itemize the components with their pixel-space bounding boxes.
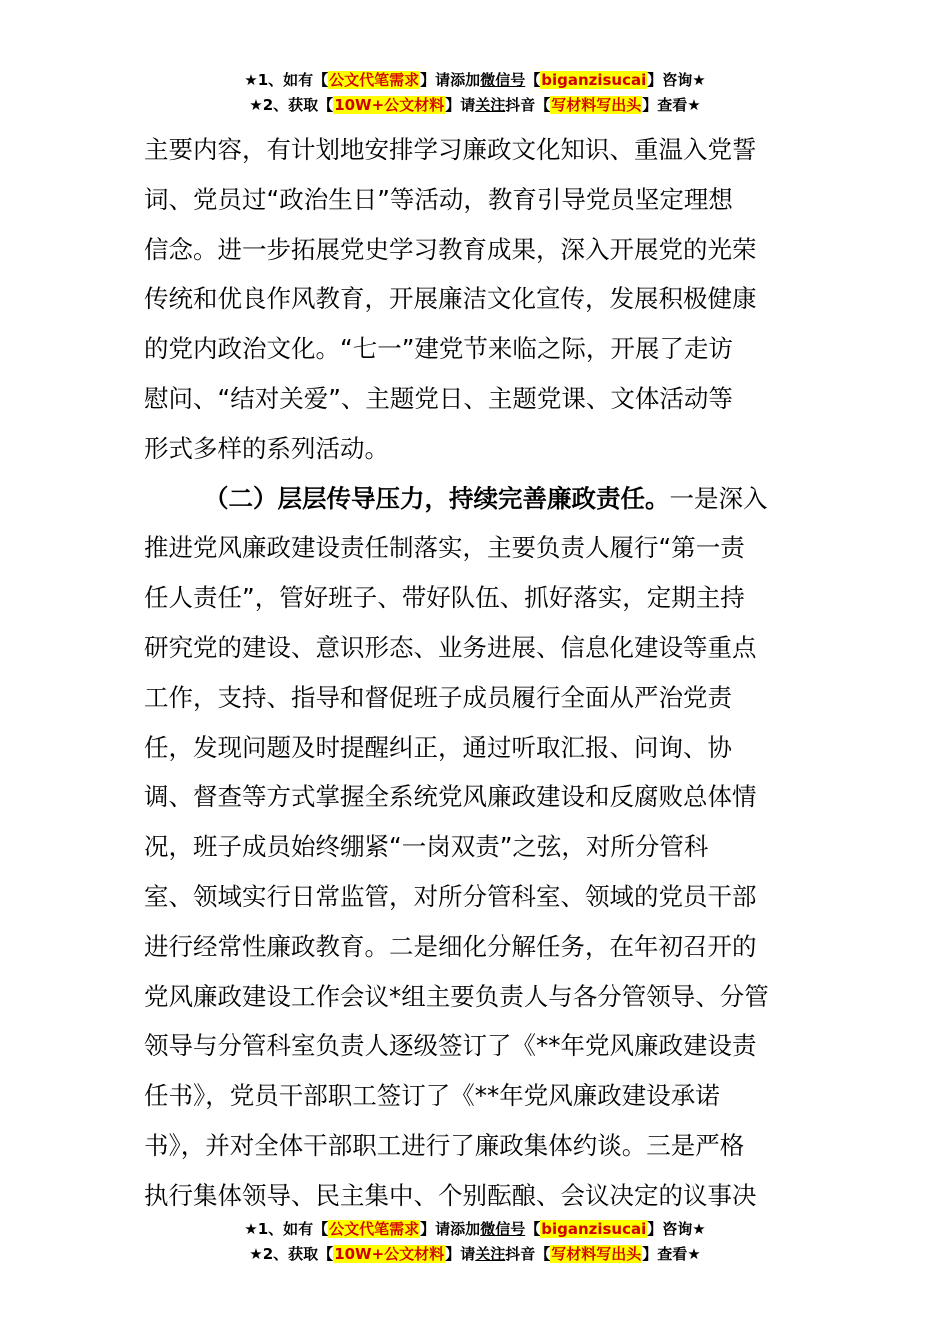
body-line: 研究党的建设、意识形态、业务进展、信息化建设等重点 [144, 632, 757, 662]
section-heading-line [144, 474, 810, 524]
body-line: 传统和优良作风教育，开展廉洁文化宣传，发展积极健康 [144, 284, 757, 314]
banner-text: 】查看★ [642, 1245, 701, 1263]
body-line: 推进党风廉政建设责任制落实，主要负责人履行“第一责 [144, 533, 745, 563]
banner-text: ★2、获取【 [249, 1245, 334, 1263]
body-line: 领导与分管科室负责人逐级签订了《**年党风廉政建设责 [144, 1031, 757, 1061]
banner-text: 】咨询★ [647, 71, 706, 89]
banner-text: 抖音【 [505, 96, 551, 114]
banner-text: ★1、如有【 [244, 71, 329, 89]
body-line: 信念。进一步拓展党史学习教育成果，深入开展党的光荣 [144, 234, 757, 264]
banner-text: ★2、获取【 [249, 96, 334, 114]
body-line: 任，发现问题及时提醒纠正，通过听取汇报、问询、协 [144, 732, 732, 762]
banner-text: 【 [525, 71, 541, 89]
banner-text: ★1、如有【 [244, 1220, 329, 1238]
body-text: 一是深入 [669, 483, 768, 513]
banner-text: 】请 [445, 96, 476, 114]
footer-banner [0, 1217, 950, 1267]
banner-text: 】咨询★ [647, 1220, 706, 1238]
banner-highlight: 写材料写出头 [551, 1245, 642, 1263]
footer-banner-line-1 [0, 1217, 950, 1242]
header-banner-line-2 [0, 93, 950, 118]
body-line: 工作，支持、指导和督促班子成员履行全面从严治党责 [144, 682, 732, 712]
body-line: 慰问、“结对关爱”、主题党日、主题党课、文体活动等 [144, 383, 733, 413]
footer-banner-line-2 [0, 1242, 950, 1267]
body-line: 形式多样的系列活动。 [144, 433, 389, 463]
body-line: 的党内政治文化。“七一”建党节来临之际，开展了走访 [144, 334, 733, 364]
banner-text: 抖音【 [505, 1245, 551, 1263]
body-line: 任书》，党员干部职工签订了《**年党风廉政建设承诺 [144, 1081, 720, 1111]
body-line: 党风廉政建设工作会议*组主要负责人与各分管领导、分管 [144, 981, 769, 1011]
banner-highlight: biganzisucai [541, 71, 647, 89]
header-banner [0, 68, 950, 118]
banner-highlight: 公文代笔需求 [329, 1220, 420, 1238]
section-heading: （二）层层传导压力，持续完善廉政责任。 [204, 483, 670, 513]
banner-highlight: 公文代笔需求 [329, 71, 420, 89]
banner-text: 】请添加 [420, 1220, 481, 1238]
banner-underlined-text: 微信号 [480, 71, 526, 89]
body-line: 调、督查等方式掌握全系统党风廉政建设和反腐败总体情 [144, 782, 757, 812]
body-line: 执行集体领导、民主集中、个别酝酿、会议决定的议事决 [144, 1180, 757, 1210]
banner-highlight: 10W+公文材料 [334, 96, 445, 114]
body-line: 主要内容，有计划地安排学习廉政文化知识、重温入党誓 [144, 135, 757, 164]
banner-highlight: biganzisucai [541, 1220, 647, 1238]
banner-underlined-text: 关注 [475, 1245, 506, 1263]
body-line: 词、党员过“政治生日”等活动，教育引导党员坚定理想 [144, 184, 733, 214]
header-banner-line-1 [0, 68, 950, 93]
banner-underlined-text: 关注 [475, 96, 506, 114]
body-line: 室、领域实行日常监管，对所分管科室、领域的党员干部 [144, 881, 757, 911]
banner-underlined-text: 微信号 [480, 1220, 526, 1238]
banner-text: 】查看★ [642, 96, 701, 114]
body-line: 进行经常性廉政教育。二是细化分解任务，在年初召开的 [144, 931, 757, 961]
body-line: 书》，并对全体干部职工进行了廉政集体约谈。三是严格 [144, 1130, 745, 1160]
body-line: 任人责任”，管好班子、带好队伍、抓好落实，定期主持 [144, 583, 745, 613]
banner-highlight: 10W+公文材料 [334, 1245, 445, 1263]
document-body [144, 125, 810, 1221]
banner-text: 【 [525, 1220, 541, 1238]
banner-highlight: 写材料写出头 [551, 96, 642, 114]
banner-text: 】请 [445, 1245, 476, 1263]
banner-text: 】请添加 [420, 71, 481, 89]
body-line: 况，班子成员始终绷紧“一岗双责”之弦，对所分管科 [144, 832, 709, 862]
